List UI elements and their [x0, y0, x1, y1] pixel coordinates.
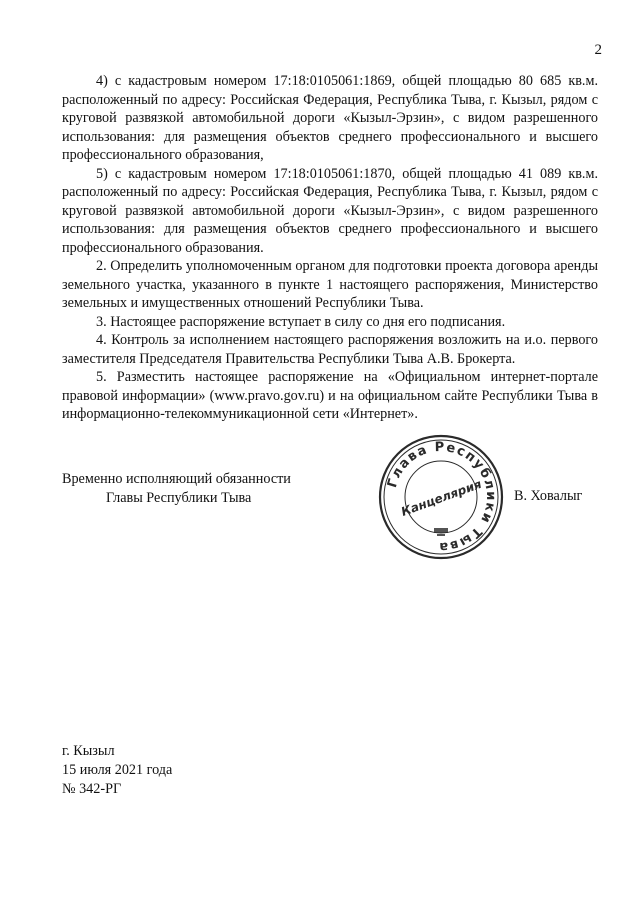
paragraph-clause-2: 2. Определить уполномоченным органом для подготовки проекта договора аренды земельного участка, указанного в пункте 1 настоящего распоряжения, Министерство земельных и имущественных отношений Республики Тыва.: [62, 258, 598, 311]
paragraph-clause-3: 3. Настоящее распоряжение вступает в силу со дня его подписания.: [96, 313, 506, 330]
official-stamp: [376, 432, 506, 562]
signatory-title-line2: Главы Республики Тыва: [106, 489, 252, 506]
footer-number: № 342-РГ: [62, 781, 122, 797]
signatory-title-line1: Временно исполняющий обязанности: [62, 471, 291, 487]
document-body: [62, 72, 598, 424]
paragraph-item-4: 4) с кадастровым номером 17:18:0105061:1869, общей площадью 80 685 кв.м. расположенный по адресу: Российская Федерация, Республика Тыва, г. Кызыл, рядом с круговой развязкой автомобильной дороги «Кызыл-Эрзин», с видом разрешенного использования: для размещения объектов среднего профессионального и высшего профессионального образования,: [62, 73, 598, 163]
document-footer: [62, 742, 172, 799]
paragraph-clause-4: 4. Контроль за исполнением настоящего распоряжения возложить на и.о. первого заместителя Председателя Правительства Республики Тыва А.В. Брокерта.: [62, 332, 598, 367]
footer-date: 15 июля 2021 года: [62, 762, 173, 778]
stamp-emblem-icon: [434, 528, 448, 536]
paragraph-item-5: 5) с кадастровым номером 17:18:0105061:1870, общей площадью 41 089 кв.м. расположенный по адресу: Российская Федерация, Республика Тыва, г. Кызыл, рядом с круговой развязкой автомобильной дороги «Кызыл-Эрзин», с видом разрешенного использования: для размещения объектов среднего профессионального и высшего профессионального образования.: [62, 165, 598, 256]
page-number: 2: [594, 42, 602, 58]
signatory-name: В. Ховалыг: [514, 488, 583, 504]
stamp-center-text: Канцелярия: [399, 476, 484, 519]
stamp-ring-text: Глава Республики Тыва: [385, 439, 499, 555]
paragraph-clause-5: 5. Разместить настоящее распоряжение на «Официальном интернет-портале правовой информации» (www.pravo.gov.ru) и на официальном сайте Республики Тыва в информационно-телекоммуникационной сети «Интернет».: [62, 369, 598, 422]
footer-city: г. Кызыл: [62, 743, 115, 759]
signatory-title: [62, 470, 291, 507]
